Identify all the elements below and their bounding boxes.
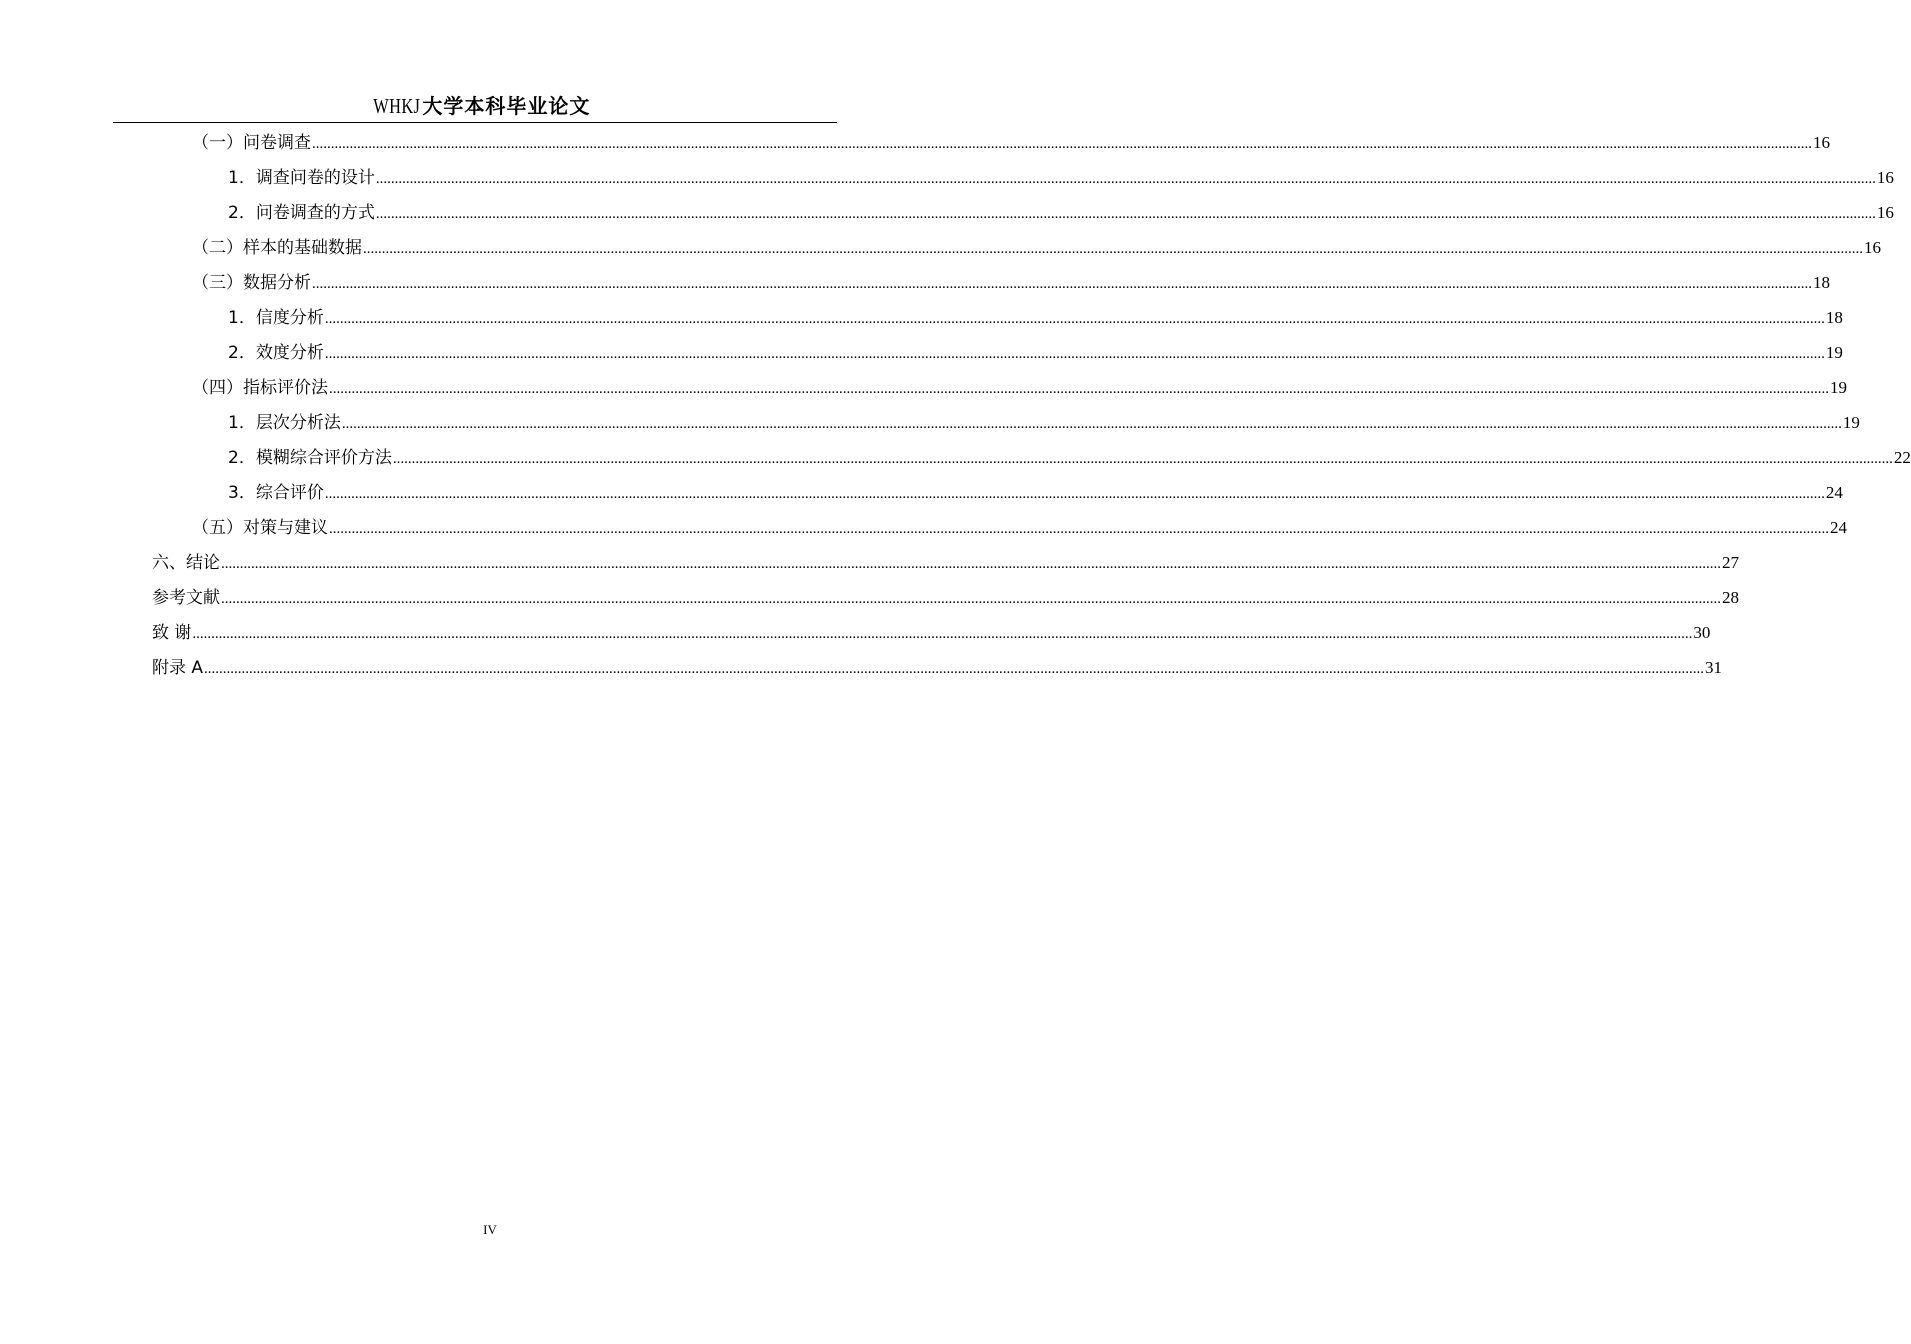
toc-entry-label: （四）指标评价法	[192, 378, 328, 398]
toc-entry[interactable]	[228, 163, 1894, 193]
toc-entry-page: 19	[1825, 343, 1843, 362]
toc-entry-label: 1．信度分析	[228, 308, 324, 328]
toc-entry-label: （一）问卷调查	[192, 133, 311, 153]
toc-dot-leader: ................................................................................................................................................................................................................................................................................................................................................................................................................	[375, 171, 1876, 187]
toc-entry-label: （五）对策与建议	[192, 518, 328, 538]
toc-entry-label: （三）数据分析	[192, 273, 311, 293]
toc-entry-page: 31	[1705, 658, 1723, 677]
toc-dot-leader: ................................................................................................................................................................................................................................................................................................................................................................................................................	[324, 486, 1825, 502]
toc-entry[interactable]	[192, 268, 1830, 298]
toc-entry-page: 16	[1864, 238, 1881, 257]
toc-entry-label: 致 谢	[152, 623, 192, 643]
toc-entry[interactable]	[192, 373, 1847, 403]
toc-entry[interactable]	[192, 233, 1881, 263]
toc-entry[interactable]	[228, 338, 1843, 368]
toc-dot-leader: ................................................................................................................................................................................................................................................................................................................................................................................................................	[221, 591, 1721, 607]
toc-entry-label: 2．模糊综合评价方法	[228, 448, 392, 468]
toc-entry-label: 1．层次分析法	[228, 413, 341, 433]
toc-entry-label: 1．调查问卷的设计	[228, 168, 375, 188]
toc-entry-page: 19	[1842, 413, 1860, 432]
toc-entry[interactable]	[228, 443, 1911, 473]
toc-entry-label: 参考文献	[152, 588, 220, 608]
toc-dot-leader: ................................................................................................................................................................................................................................................................................................................................................................................................................	[329, 521, 1829, 537]
toc-entry[interactable]	[152, 653, 1723, 683]
toc-entry[interactable]	[228, 478, 1843, 508]
toc-entry-page: 16	[1876, 168, 1894, 187]
toc-entry-page: 18	[1825, 308, 1843, 327]
toc-dot-leader: ................................................................................................................................................................................................................................................................................................................................................................................................................	[312, 136, 1812, 152]
toc-dot-leader: ................................................................................................................................................................................................................................................................................................................................................................................................................	[324, 346, 1825, 362]
page-header	[113, 92, 837, 123]
toc-dot-leader: ................................................................................................................................................................................................................................................................................................................................................................................................................	[192, 626, 1693, 642]
toc-dot-leader: ................................................................................................................................................................................................................................................................................................................................................................................................................	[329, 381, 1829, 397]
toc-dot-leader: ................................................................................................................................................................................................................................................................................................................................................................................................................	[341, 416, 1842, 432]
toc-dot-leader: ................................................................................................................................................................................................................................................................................................................................................................................................................	[312, 276, 1812, 292]
toc-entry-label: 3．综合评价	[228, 483, 324, 503]
toc-entry-page: 16	[1876, 203, 1894, 222]
toc-entry-label: 六、结论	[152, 553, 220, 573]
toc-dot-leader: ................................................................................................................................................................................................................................................................................................................................................................................................................	[375, 206, 1876, 222]
toc-entry-page: 22	[1893, 448, 1911, 467]
toc-entry-page: 24	[1830, 518, 1847, 537]
toc-entry[interactable]	[228, 303, 1843, 333]
header-school-code: WHKJ	[372, 94, 420, 118]
toc-dot-leader: ................................................................................................................................................................................................................................................................................................................................................................................................................	[221, 556, 1721, 572]
toc-entry[interactable]	[152, 583, 1739, 613]
toc-entry[interactable]	[152, 548, 1739, 578]
toc-entry[interactable]	[152, 618, 1711, 648]
toc-entry-page: 16	[1813, 133, 1830, 152]
toc-dot-leader: ................................................................................................................................................................................................................................................................................................................................................................................................................	[204, 661, 1705, 677]
toc-entry-page: 27	[1722, 553, 1739, 572]
toc-entry-page: 18	[1813, 273, 1830, 292]
toc-dot-leader: ................................................................................................................................................................................................................................................................................................................................................................................................................	[392, 451, 1893, 467]
toc-entry-label: 附录 A	[152, 658, 204, 678]
toc-entry[interactable]	[192, 513, 1847, 543]
toc-entry[interactable]	[192, 128, 1830, 158]
header-title: 大学本科毕业论文	[422, 94, 591, 118]
toc-entry-page: 30	[1693, 623, 1711, 642]
toc-entry-label: 2．问卷调查的方式	[228, 203, 375, 223]
toc-entry-page: 24	[1825, 483, 1843, 502]
toc-entry-page: 28	[1722, 588, 1739, 607]
toc-dot-leader: ................................................................................................................................................................................................................................................................................................................................................................................................................	[363, 241, 1863, 257]
toc-entry-page: 19	[1830, 378, 1847, 397]
toc-entry-label: 2．效度分析	[228, 343, 324, 363]
page-number: IV	[483, 1222, 497, 1237]
toc-entry[interactable]	[228, 408, 1860, 438]
toc-entry[interactable]	[228, 198, 1894, 228]
toc-dot-leader: ................................................................................................................................................................................................................................................................................................................................................................................................................	[324, 311, 1825, 327]
toc-entry-label: （二）样本的基础数据	[192, 238, 362, 258]
